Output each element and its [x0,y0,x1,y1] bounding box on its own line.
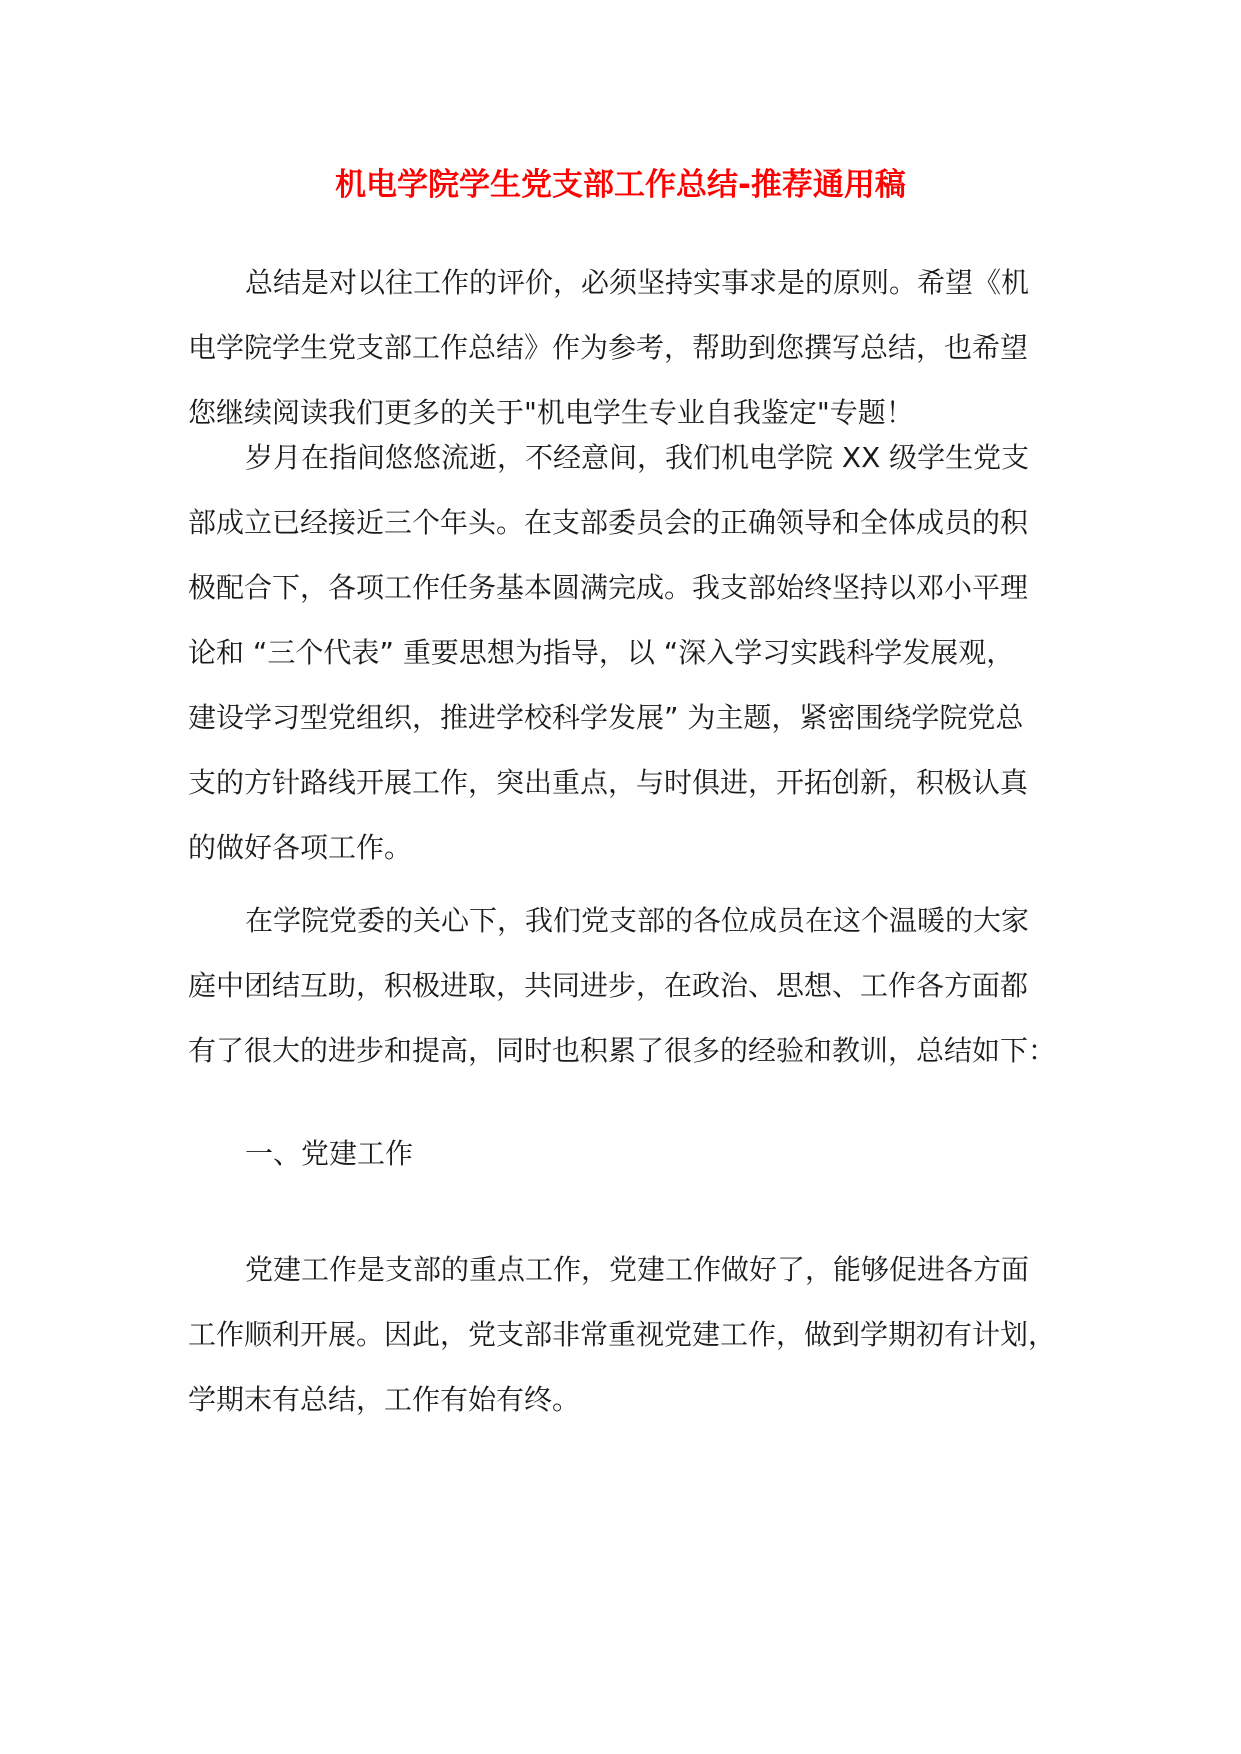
paragraph-1 [188,425,1088,880]
text-line: 的做好各项工作。 [188,831,413,864]
paragraph-2 [188,888,1088,1083]
text-line: 岁月在指间悠悠流逝，不经意间，我们机电学院 XX 级学生党支 [245,441,1030,474]
text-line: 在学院党委的关心下，我们党支部的各位成员在这个温暖的大家 [245,904,1030,937]
text-line: 极配合下，各项工作任务基本圆满完成。我支部始终坚持以邓小平理 [188,571,1029,604]
text-line: 工作顺利开展。因此，党支部非常重视党建工作，做到学期初有计划， [188,1318,1057,1351]
intro-paragraph [188,250,1088,445]
text-line: 总结是对以往工作的评价，必须坚持实事求是的原则。希望《机 [245,266,1030,299]
paragraph-3 [188,1237,1088,1432]
section-heading-1 [188,1121,1088,1186]
text-line: 学期末有总结，工作有始有终。 [188,1383,581,1416]
text-line: 建设学习型党组织，推进学校科学发展” 为主题，紧密围绕学院党总 [188,701,1024,734]
text-line: 电学院学生党支部工作总结》作为参考，帮助到您撰写总结，也希望 [188,331,1029,364]
text-line: 支的方针路线开展工作，突出重点，与时俱进，开拓创新，积极认真 [188,766,1029,799]
text-line: 有了很大的进步和提高，同时也积累了很多的经验和教训，总结如下： [188,1034,1057,1067]
text-line: 党建工作是支部的重点工作，党建工作做好了，能够促进各方面 [245,1253,1030,1286]
text-line: 部成立已经接近三个年头。在支部委员会的正确领导和全体成员的积 [188,506,1029,539]
section-heading-text: 一、党建工作 [245,1137,414,1170]
text-line: 您继续阅读我们更多的关于"机电学生专业自我鉴定"专题！ [188,396,914,429]
text-line: 论和 “三个代表” 重要思想为指导，以 “深入学习实践科学发展观， [188,636,1015,669]
document-title: 机电学院学生党支部工作总结-推荐通用稿 [335,167,906,203]
text-line: 庭中团结互助，积极进取，共同进步，在政治、思想、工作各方面都 [188,969,1029,1002]
